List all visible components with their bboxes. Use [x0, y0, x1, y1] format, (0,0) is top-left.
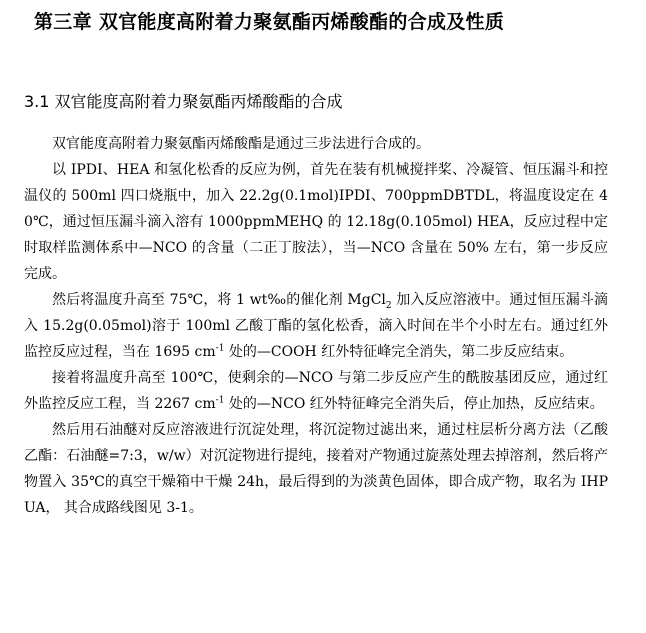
paragraph-step-three: [24, 365, 608, 417]
paragraph-purification: 然后用石油醚对反应溶液进行沉淀处理，将沉淀物过滤出来，通过柱层析分离方法（乙酸乙酯：石油醚=7:3，w/w）对沉淀物进行提纯，接着对产物通过旋蒸处理去掉溶剂，然后将产物置入 35℃的真空干燥箱中干燥 24h，最后得到的为淡黄色固体，即合成产物，取名为 IHPUA， 其合成路线图见 3-1。: [24, 422, 608, 516]
paragraph-step-two-text: 然后将温度升高至 75℃，将 1 wt‰的催化剂 MgCl: [52, 292, 386, 308]
paragraph-intro: 双官能度高附着力聚氨酯丙烯酸酯是通过三步法进行合成的。: [52, 136, 430, 152]
chapter-title: 第三章 双官能度高附着力聚氨酯丙烯酸酯的合成及性质: [34, 11, 505, 33]
paragraph-step-two: [24, 287, 608, 365]
paragraph-step-two-text-end: 处的—COOH 红外特征峰完全消失，第二步反应结束。: [224, 344, 574, 360]
chlorine-subscript: 2: [385, 300, 392, 311]
paragraph-step-one: 以 IPDI、HEA 和氢化松香的反应为例，首先在装有机械搅拌桨、冷凝管、恒压漏斗和控温仪的 500ml 四口烧瓶中，加入 22.2g(0.1mol)IPDI、700ppmDBTDL，将温度设定在 40℃，通过恒压漏斗滴入溶有 1000ppmMEHQ 的 12.18g(0.105mol) HEA，反应过程中定时取样监测体系中—NCO 的含量（二正丁胺法），当—NCO 含量在 50% 左右，第一步反应完成。: [24, 162, 608, 282]
body-text: [24, 131, 608, 521]
paragraph-step-two-text-cont: 加入反应溶液中。通过恒压漏斗滴入 15.2g(0.05mol)溶于 100ml 乙酸丁酯的氢化松香，滴入时间在半个小时左右。通过红外监控反应过程，当在 1695 cm: [24, 292, 608, 360]
wavenumber-superscript: -1: [215, 343, 225, 354]
wavenumber-superscript: -1: [215, 395, 225, 406]
paragraph-step-three-text-end: 处的—NCO 红外特征峰完全消失后，停止加热，反应结束。: [224, 396, 604, 412]
paragraph-step-three-text: 接着将温度升高至 100℃，使剩余的—NCO 与第二步反应产生的酰胺基团反应，通过红外监控反应工程，当 2267 cm: [24, 370, 608, 412]
section-title: 3.1 双官能度高附着力聚氨酯丙烯酸酯的合成: [24, 92, 343, 111]
